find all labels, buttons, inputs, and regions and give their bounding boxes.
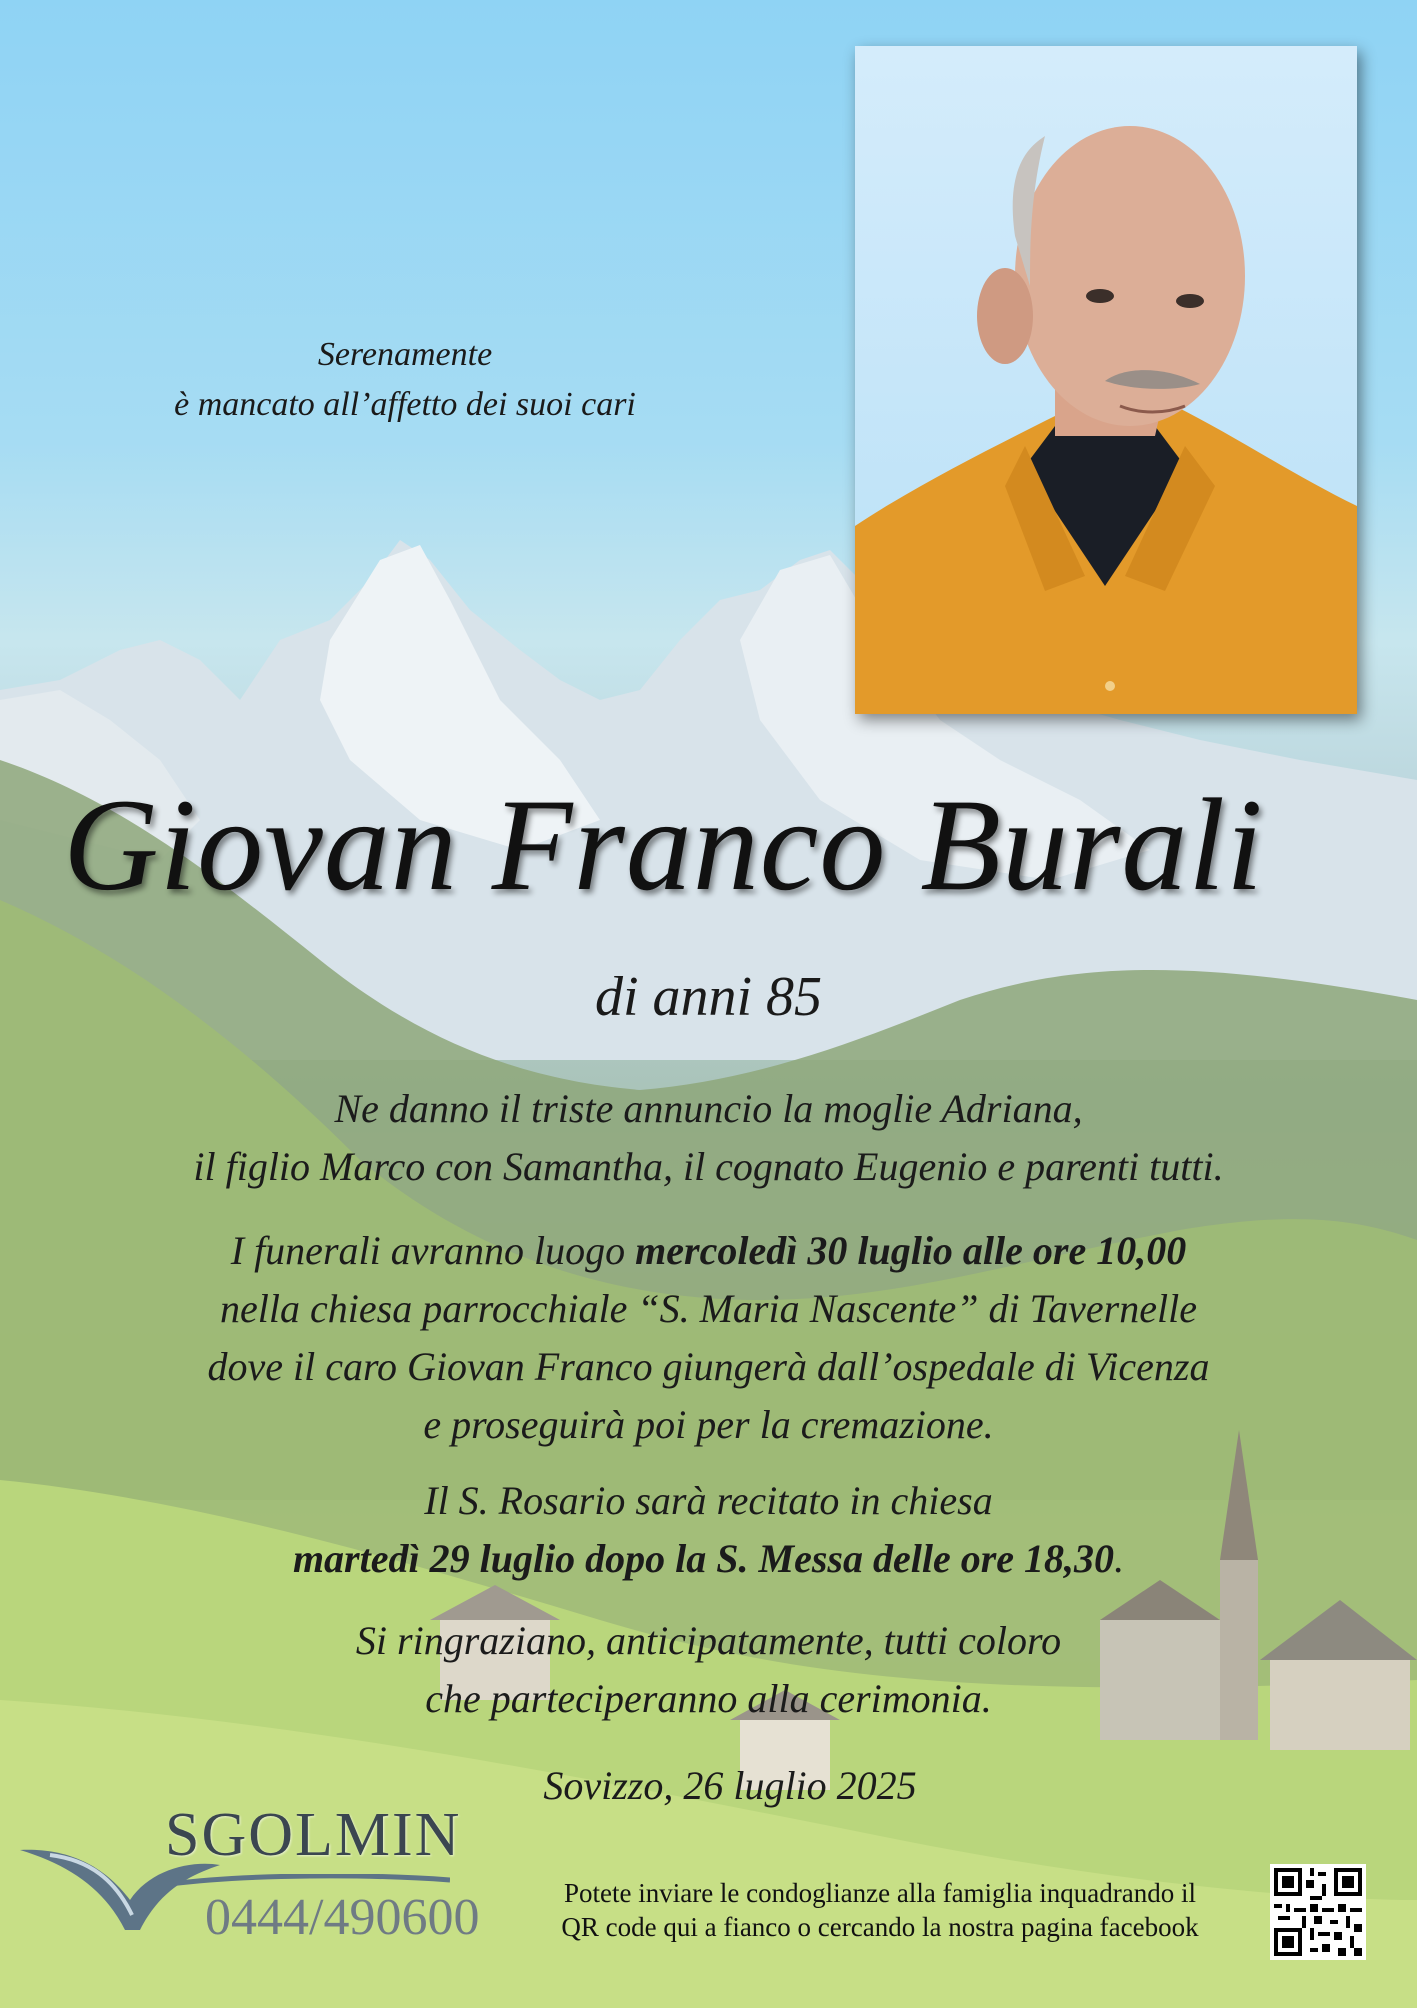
rosary-date: martedì 29 luglio dopo la S. Messa delle ore 18,30 (292, 1536, 1115, 1581)
qr-code-icon[interactable] (1270, 1864, 1366, 1960)
thanks-line-1: Si ringraziano, anticipatamente, tutti coloro (355, 1618, 1062, 1663)
condolences-line-1: Potete inviare le condoglianze alla famiglia inquadrando il (563, 1878, 1197, 1908)
place-date: Sovizzo, 26 luglio 2025 (543, 1763, 917, 1808)
intro-text (60, 330, 750, 430)
funeral-date: mercoledì 30 luglio alle ore 10,00 (635, 1228, 1187, 1273)
funeral-line-1 (0, 1222, 1417, 1280)
rosary-line-1: Il S. Rosario sarà recitato in chiesa (424, 1478, 993, 1523)
agency-phone: 0444/490600 (205, 1889, 480, 1946)
intro-line-2: è mancato all’affetto dei suoi cari (174, 386, 636, 423)
announcement-line-1: Ne danno il triste annuncio la moglie Adriana, (334, 1086, 1083, 1131)
thanks-text (0, 1612, 1417, 1728)
condolences-line-2: QR code qui a fianco o cercando la nostra pagina facebook (561, 1912, 1199, 1942)
logo-underline-icon (170, 1874, 450, 1888)
portrait-image (855, 46, 1357, 714)
deceased-name: Giovan Franco Burali (63, 771, 1264, 918)
intro-line-1: Serenamente (317, 336, 493, 373)
funeral-line-2: nella chiesa parrocchiale “S. Maria Nascente” di Tavernelle (220, 1286, 1197, 1331)
rosary-line-2 (0, 1530, 1417, 1588)
funeral-text (0, 1222, 1417, 1454)
condolences-note (520, 1876, 1240, 1944)
agency-name: SGOLMIN (165, 1801, 462, 1869)
rosary-text (0, 1472, 1417, 1588)
thanks-line-2: che parteciperanno alla cerimonia. (425, 1676, 992, 1721)
agency-logo (20, 1800, 510, 1965)
announcement-text (0, 1080, 1417, 1196)
announcement-line-2: il figlio Marco con Samantha, il cognato Eugenio e parenti tutti. (193, 1144, 1224, 1189)
funeral-line-4: e proseguirà poi per la cremazione. (423, 1402, 994, 1447)
deceased-age: di anni 85 (594, 966, 823, 1028)
funeral-prefix: I funerali avranno luogo (230, 1228, 636, 1273)
funeral-line-3: dove il caro Giovan Franco giungerà dall’ospedale di Vicenza (207, 1344, 1210, 1389)
portrait-photo (855, 46, 1357, 714)
rosary-period: . (1114, 1536, 1125, 1581)
qr-code-pattern (1270, 1864, 1366, 1960)
